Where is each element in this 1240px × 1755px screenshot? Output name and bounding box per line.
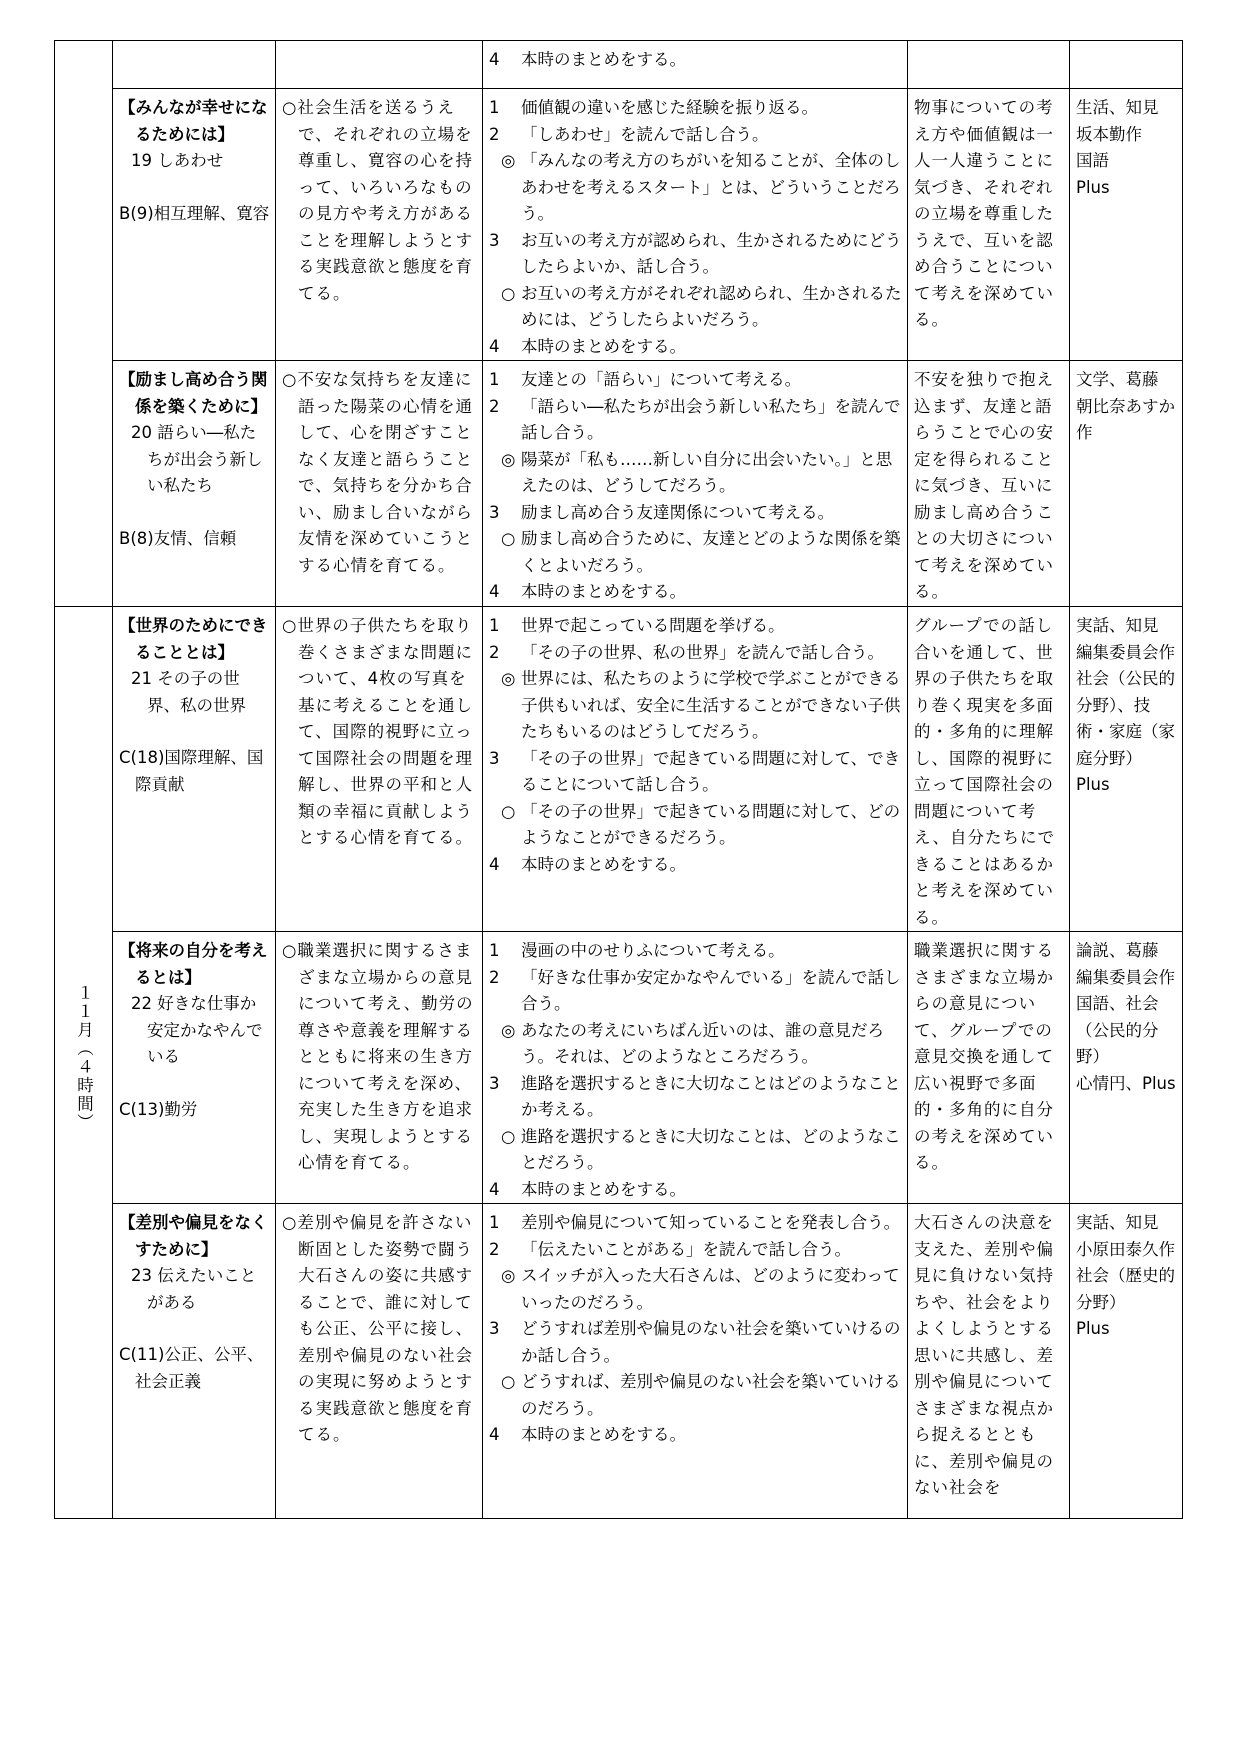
step-text: 陽菜が「私も……新しい自分に出会いたい。」と思えたのは、どうしてだろう。 (521, 449, 893, 495)
moral-value: C(18)国際理解、国際貢献 (119, 748, 264, 794)
learning-step (489, 228, 903, 281)
step-marker: 1 (489, 1213, 500, 1232)
theme-cell (113, 41, 276, 89)
learning-step (489, 47, 903, 74)
steps-cell (483, 361, 908, 607)
notes-cell (1070, 1204, 1183, 1519)
key-question (489, 1124, 903, 1177)
step-marker: 2 (489, 124, 500, 144)
key-question (489, 1018, 903, 1071)
step-marker: ◎ (501, 1266, 516, 1285)
theme-cell (113, 932, 276, 1204)
step-text: 世界で起こっている問題を挙げる。 (521, 616, 785, 635)
learning-step (489, 394, 903, 447)
evaluation-cell (908, 89, 1070, 361)
lesson-row (55, 41, 1183, 89)
step-text: 励まし高め合うために、友達とどのような関係を築くとよいだろう。 (521, 529, 901, 575)
lesson-aim: ○職業選択に関するさまざまな立場からの意見について考え、勤労の尊さや意義を理解するとともに将来の生き方について考えを深め、充実した生き方を追求し、実現しようとする心情を育てる。 (282, 941, 474, 1172)
theme-cell (113, 361, 276, 607)
step-text: 本時のまとめをする。 (521, 50, 686, 69)
step-marker: ○ (501, 283, 516, 303)
step-text: 「みんなの考え方のちがいを知ることが、全体のしあわせを考えるスタート」とは、どういうことだろう。 (521, 151, 901, 223)
learning-step (489, 367, 903, 394)
moral-value: B(8)友情、信頼 (119, 528, 237, 548)
step-marker: ◎ (501, 669, 516, 688)
step-text: 「その子の世界、私の世界」を読んで話し合う。 (521, 642, 884, 662)
step-text: お互いの考え方がそれぞれ認められ、生かされるためには、どうしたらよいだろう。 (521, 283, 902, 329)
theme-title: 【みんなが幸せになるためには】 (119, 98, 268, 144)
step-text: どうすれば差別や偏見のない社会を築いていけるのか話し合う。 (521, 1319, 901, 1365)
evaluation-cell (908, 607, 1070, 932)
step-marker: 1 (489, 98, 500, 117)
steps-cell (483, 932, 908, 1204)
aim-cell (276, 1204, 483, 1519)
lesson-aim: ○不安な気持ちを友達に語った陽菜の心情を通して、心を閉ざすことなく友達と語らうことで、気持ちを分かち合い、励まし合いながら友情を深めていこうとする心情を育てる。 (282, 370, 473, 575)
key-question (489, 447, 903, 500)
theme-title: 【将来の自分を考えるとは】 (119, 941, 268, 987)
step-text: 差別や偏見について知っていることを発表し合う。 (521, 1213, 901, 1232)
step-text: 価値観の違いを感じた経験を振り返る。 (521, 98, 818, 117)
lesson-title: 23 伝えたいことがある (131, 1266, 257, 1312)
moral-value: C(11)公正、公平、社会正義 (119, 1345, 264, 1391)
steps-cell (483, 41, 908, 89)
step-marker: 2 (489, 642, 500, 662)
notes-text: 実話、知見 編集委員会作 社会（公民的分野）、技術・家庭（家庭分野） Plus (1076, 616, 1175, 794)
step-marker: 4 (489, 582, 500, 601)
lesson-row (55, 607, 1183, 932)
learning-step (489, 334, 903, 361)
learning-step (489, 938, 903, 965)
learning-step (489, 1237, 903, 1264)
step-marker: 3 (489, 1319, 500, 1338)
lesson-aim: ○差別や偏見を許さない断固とした姿勢で闘う大石さんの姿に共感することで、誰に対しても公正、公平に接し、差別や偏見のない社会の実現に努めようとする実践意欲と態度を育てる。 (282, 1213, 473, 1444)
evaluation-text: 大石さんの決意を支えた、差別や偏見に負けない気持ちや、社会をよりよくしようとする思いに共感し、差別や偏見についてさまざまな視点から捉えるとともに、差別や偏見のない社会を (914, 1213, 1054, 1497)
key-question (489, 666, 903, 746)
step-marker: ◎ (501, 1020, 516, 1040)
learning-step (489, 1316, 903, 1369)
notes-text: 文学、葛藤 朝比奈あすか作 (1076, 370, 1175, 442)
learning-step (489, 122, 903, 149)
key-question (489, 526, 903, 579)
notes-cell (1070, 41, 1183, 89)
month-cell (55, 41, 113, 607)
lesson-title: 19 しあわせ (131, 151, 224, 170)
aim-cell (276, 607, 483, 932)
step-marker: 3 (489, 502, 500, 522)
steps-cell (483, 89, 908, 361)
learning-step (489, 746, 903, 799)
step-text: 世界には、私たちのように学校で学ぶことができる子供もいれば、安全に生活することができない子供たちもいるのはどうしてだろう。 (521, 669, 901, 741)
notes-cell (1070, 361, 1183, 607)
theme-title: 【世界のためにできることとは】 (119, 616, 268, 662)
evaluation-cell (908, 361, 1070, 607)
month-cell (55, 607, 113, 1519)
aim-cell (276, 41, 483, 89)
learning-step (489, 1071, 903, 1124)
step-marker: 4 (489, 336, 500, 356)
key-question (489, 148, 903, 228)
steps-cell (483, 1204, 908, 1519)
evaluation-text: 物事についての考え方や価値観は一人一人違うことに気づき、それぞれの立場を尊重したうえで、互いを認め合うことについて考えを深めている。 (914, 98, 1054, 329)
step-text: 友達との「語らい」について考える。 (521, 370, 802, 389)
step-text: 本時のまとめをする。 (521, 1425, 686, 1444)
step-text: 本時のまとめをする。 (521, 1179, 686, 1199)
theme-cell (113, 89, 276, 361)
step-marker: 2 (489, 967, 500, 987)
learning-step (489, 1177, 903, 1204)
step-text: 「語らい―私たちが出会う新しい私たち」を読んで話し合う。 (521, 396, 901, 442)
lesson-row (55, 89, 1183, 361)
step-marker: 2 (489, 396, 500, 416)
learning-step (489, 1422, 903, 1449)
notes-cell (1070, 89, 1183, 361)
step-marker: 4 (489, 854, 500, 874)
step-marker: 4 (489, 1179, 500, 1199)
aim-cell (276, 361, 483, 607)
evaluation-cell (908, 41, 1070, 89)
notes-text: 生活、知見 坂本勤作 国語 Plus (1076, 98, 1159, 197)
step-marker: ○ (501, 529, 516, 548)
step-text: 進路を選択するときに大切なことはどのようなことか考える。 (521, 1073, 901, 1119)
step-marker: 4 (489, 1425, 500, 1444)
lesson-aim: ○世界の子供たちを取り巻くさまざまな問題について、4枚の写真を基に考えることを通して、国際的視野に立って国際社会の問題を理解し、世界の平和と人類の幸福に貢献しようとする心情を育てる。 (282, 616, 473, 847)
theme-title: 【差別や偏見をなくすために】 (119, 1213, 268, 1259)
step-marker: ○ (501, 801, 516, 821)
key-question (489, 799, 903, 852)
step-marker: 1 (489, 370, 500, 389)
moral-value: B(9)相互理解、寛容 (119, 203, 270, 223)
step-text: 本時のまとめをする。 (521, 854, 686, 874)
lesson-row (55, 932, 1183, 1204)
step-text: 進路を選択するときに大切なことは、どのようなことだろう。 (521, 1126, 901, 1172)
aim-cell (276, 932, 483, 1204)
step-text: あなたの考えにいちばん近いのは、誰の意見だろう。それは、どのようなところだろう。 (521, 1020, 884, 1066)
key-question (489, 281, 903, 334)
step-marker: ◎ (501, 151, 516, 170)
step-text: 「しあわせ」を読んで話し合う。 (521, 124, 769, 144)
lesson-row (55, 1204, 1183, 1519)
learning-step (489, 1210, 903, 1237)
step-text: 本時のまとめをする。 (521, 336, 686, 356)
step-marker: 3 (489, 748, 500, 768)
step-marker: ○ (501, 1372, 516, 1391)
evaluation-cell (908, 932, 1070, 1204)
step-text: 「その子の世界」で起きている問題に対して、どのようなことができるだろう。 (521, 801, 901, 847)
step-text: 「好きな仕事か安定かなやんでいる」を読んで話し合う。 (521, 967, 901, 1013)
lesson-title: 21 その子の世界、私の世界 (131, 669, 246, 715)
step-text: 漫画の中のせりふについて考える。 (521, 941, 785, 960)
step-marker: 3 (489, 230, 500, 250)
learning-step (489, 613, 903, 640)
steps-cell (483, 607, 908, 932)
notes-cell (1070, 607, 1183, 932)
lesson-aim: ○社会生活を送るうえで、それぞれの立場を尊重し、寛容の心を持って、いろいろなものの見方や考え方があることを理解しようとする実践意欲と態度を育てる。 (282, 98, 473, 303)
step-marker: ◎ (501, 449, 516, 469)
step-text: スイッチが入った大石さんは、どのように変わっていったのだろう。 (521, 1266, 900, 1312)
step-text: どうすれば、差別や偏見のない社会を築いていけるのだろう。 (521, 1372, 901, 1418)
lesson-title: 20 語らい―私たちが出会う新しい私たち (131, 423, 263, 495)
theme-cell (113, 607, 276, 932)
month-label: １１月（４時間） (74, 984, 94, 1133)
step-text: お互いの考え方が認められ、生かされるためにどうしたらよいか、話し合う。 (521, 230, 902, 276)
learning-step (489, 95, 903, 122)
step-text: 「その子の世界」で起きている問題に対して、できることについて話し合う。 (521, 748, 901, 794)
evaluation-cell (908, 1204, 1070, 1519)
step-marker: 2 (489, 1239, 500, 1259)
step-text: 励まし高め合う友達関係について考える。 (521, 502, 835, 522)
step-marker: ○ (501, 1126, 516, 1146)
evaluation-text: 職業選択に関するさまざまな立場からの意見について、グループでの意見交換を通して広い視野で多面的・多角的に自分の考えを深めている。 (914, 941, 1054, 1172)
learning-step (489, 965, 903, 1018)
key-question (489, 1263, 903, 1316)
aim-cell (276, 89, 483, 361)
learning-step (489, 852, 903, 879)
notes-text: 論説、葛藤 編集委員会作 国語、社会（公民的分野） 心情円、Plus (1076, 941, 1176, 1093)
evaluation-text: 不安を独りで抱え込まず、友達と語らうことで心の安定を得られることに気づき、互いに励まし高め合うことの大切さについて考えを深めている。 (914, 370, 1054, 601)
step-marker: 4 (489, 50, 500, 69)
lesson-title: 22 好きな仕事か安定かなやんでいる (131, 994, 263, 1066)
step-marker: 1 (489, 616, 500, 635)
learning-step (489, 579, 903, 606)
key-question (489, 1369, 903, 1422)
moral-value: C(13)勤労 (119, 1099, 198, 1119)
theme-cell (113, 1204, 276, 1519)
notes-text: 実話、知見 小原田泰久作 社会（歴史的分野） Plus (1076, 1213, 1175, 1338)
notes-cell (1070, 932, 1183, 1204)
learning-step (489, 640, 903, 667)
step-marker: 3 (489, 1073, 500, 1093)
step-marker: 1 (489, 941, 500, 960)
evaluation-text: グループでの話し合いを通して、世界の子供たちを取り巻く現実を多面的・多角的に理解し、国際的視野に立って国際社会の問題について考え、自分たちにできることはあるかと考えを深めている。 (914, 616, 1055, 927)
learning-step (489, 500, 903, 527)
step-text: 「伝えたいことがある」を読んで話し合う。 (521, 1239, 851, 1259)
lesson-row (55, 361, 1183, 607)
lesson-plan-table (54, 40, 1183, 1519)
step-text: 本時のまとめをする。 (521, 582, 686, 601)
theme-title: 【励まし高め合う関係を築くために】 (119, 370, 268, 416)
